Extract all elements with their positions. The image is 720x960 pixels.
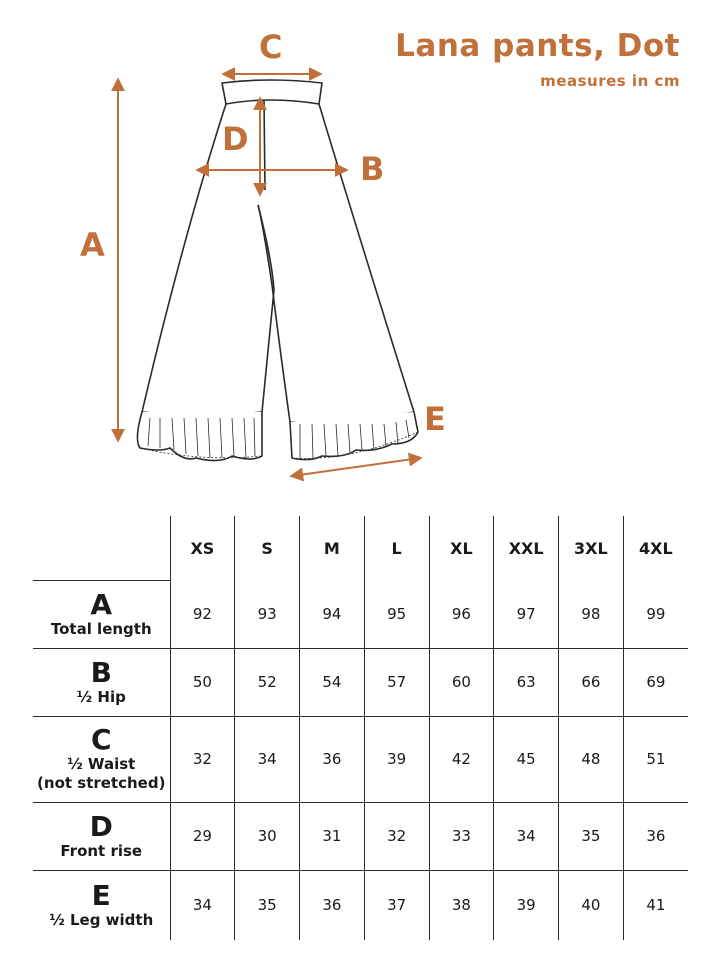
table-row	[33, 802, 688, 870]
table-cell: 99	[623, 580, 688, 648]
table-cell: 39	[494, 870, 559, 940]
table-cell: 31	[300, 802, 365, 870]
table-cell: 29	[170, 802, 235, 870]
row-label	[33, 802, 170, 870]
row-name: ½ Hip	[76, 687, 126, 706]
table-row	[33, 648, 688, 716]
table-cell: 69	[623, 648, 688, 716]
size-header: XL	[429, 516, 494, 580]
row-letter: A	[90, 587, 113, 621]
size-header: L	[364, 516, 429, 580]
label-e: E	[424, 400, 446, 438]
table-cell: 52	[235, 648, 300, 716]
table-cell: 35	[559, 802, 624, 870]
label-b: B	[360, 150, 385, 188]
table-cell: 35	[235, 870, 300, 940]
table-cell: 60	[429, 648, 494, 716]
table-cell: 51	[623, 716, 688, 802]
page-title: Lana pants, Dot	[395, 28, 680, 64]
table-row	[33, 716, 688, 802]
table-cell: 95	[364, 580, 429, 648]
row-label	[33, 870, 170, 940]
size-header: XXL	[494, 516, 559, 580]
table-cell: 36	[300, 870, 365, 940]
table-cell: 57	[364, 648, 429, 716]
row-label	[33, 580, 170, 648]
table-cell: 38	[429, 870, 494, 940]
table-cell: 54	[300, 648, 365, 716]
table-cell: 45	[494, 716, 559, 802]
table-cell: 32	[364, 802, 429, 870]
table-cell: 41	[646, 896, 666, 915]
row-name: Total length	[50, 619, 152, 638]
label-a: A	[80, 226, 105, 264]
table-cell: 98	[559, 580, 624, 648]
table-cell: 93	[235, 580, 300, 648]
table-cell: 50	[170, 648, 235, 716]
row-name: ½ Waist	[67, 755, 136, 773]
table-cell: 32	[170, 716, 235, 802]
table-row	[33, 580, 688, 648]
table-cell: 63	[494, 648, 559, 716]
pants-drawing	[137, 80, 418, 461]
table-cell: 30	[235, 802, 300, 870]
table-row	[33, 870, 688, 940]
table-cell: 40	[559, 870, 624, 940]
row-label	[33, 648, 170, 716]
table-cell: 39	[364, 716, 429, 802]
table-cell: 42	[429, 716, 494, 802]
corner-cell	[33, 516, 170, 580]
table-cell: 33	[429, 802, 494, 870]
table-cell: 37	[364, 870, 429, 940]
label-d: D	[222, 120, 249, 158]
page-subtitle: measures in cm	[540, 72, 680, 90]
row-letter: C	[90, 723, 112, 756]
table-cell: 48	[559, 716, 624, 802]
size-header: M	[300, 516, 365, 580]
row-letter: B	[90, 655, 112, 689]
size-table	[33, 516, 688, 940]
row-name: Front rise	[60, 841, 143, 860]
table-cell: 34	[235, 716, 300, 802]
table-cell: 94	[300, 580, 365, 648]
row-letter: D	[89, 809, 113, 843]
table-cell: 66	[559, 648, 624, 716]
size-header: S	[235, 516, 300, 580]
size-header: XS	[170, 516, 235, 580]
table-cell: 34	[494, 802, 559, 870]
table-cell: 36	[300, 716, 365, 802]
table-cell: 36	[623, 802, 688, 870]
table-cell: 96	[429, 580, 494, 648]
table-cell: 34	[170, 870, 235, 940]
size-header: 4XL	[639, 538, 673, 558]
label-c: C	[259, 28, 283, 66]
row-name-note: (not stretched)	[37, 774, 166, 792]
arrow-e	[292, 458, 420, 476]
table-cell: 92	[170, 580, 235, 648]
row-name: ½ Leg width	[49, 910, 154, 929]
size-header-row	[33, 516, 688, 580]
table-cell: 97	[494, 580, 559, 648]
row-label	[33, 716, 170, 802]
row-letter: E	[91, 878, 111, 912]
size-header: 3XL	[559, 516, 624, 580]
